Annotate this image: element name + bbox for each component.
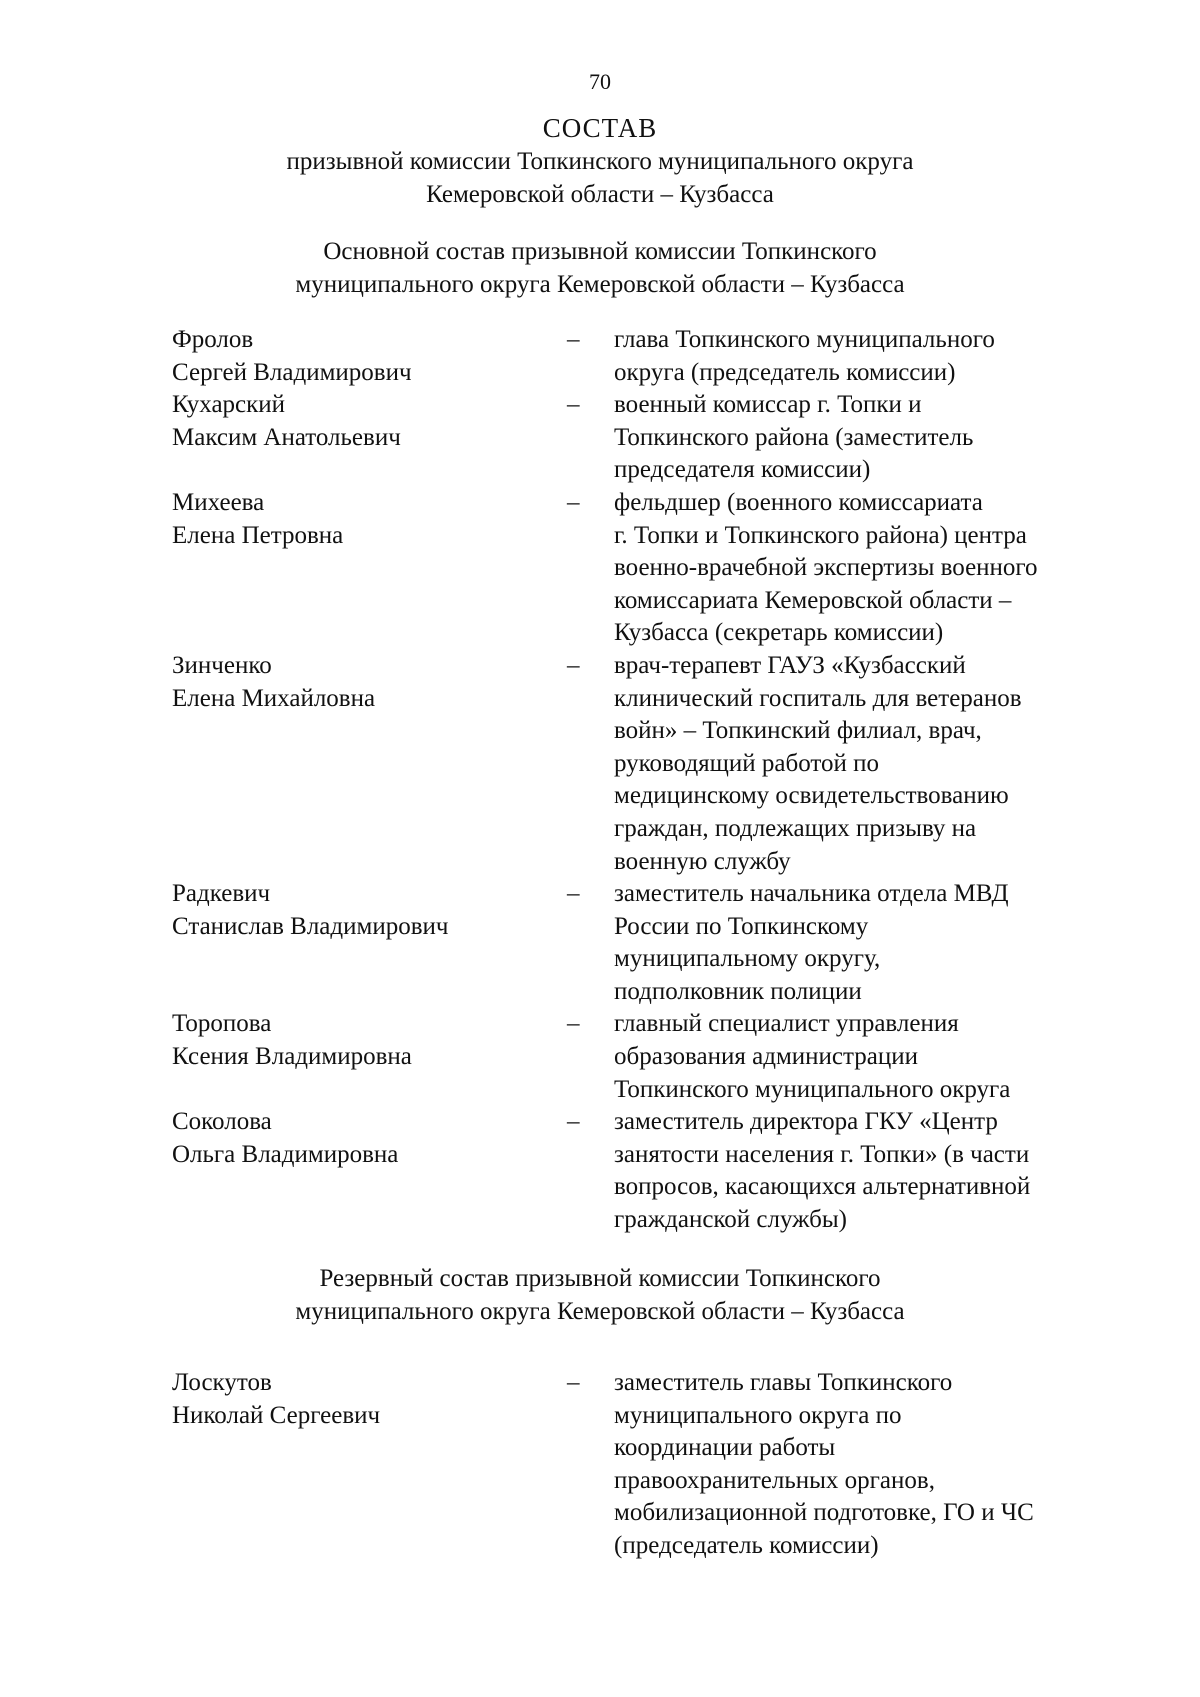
member-role-line: муниципального округа по: [614, 1401, 902, 1429]
member-row: [172, 1008, 1132, 1106]
member-name: [172, 1367, 567, 1432]
member-role: [614, 650, 1104, 878]
member-row: [172, 324, 1132, 389]
member-role-line: глава Топкинского муниципального: [614, 326, 995, 353]
member-role-line: правоохранительных органов,: [614, 1466, 935, 1494]
member-given-names: Максим Анатольевич: [172, 423, 401, 451]
main-heading-line-1: Основной состав призывной комиссии Топкинского: [323, 238, 877, 265]
reserve-section-heading: [0, 1262, 1200, 1328]
member-role-line: комиссариата Кемеровской области –: [614, 586, 1012, 614]
member-row: [172, 1106, 1132, 1236]
member-role-line: военный комиссар г. Топки и: [614, 391, 922, 419]
member-role-line: Кузбасса (секретарь комиссии): [614, 619, 944, 647]
member-dash: –: [567, 1369, 580, 1396]
member-surname: Радкевич: [172, 880, 271, 908]
member-role-line: заместитель директора ГКУ «Центр: [614, 1108, 998, 1136]
member-role-line: образования администрации: [614, 1043, 918, 1071]
member-role-line: Топкинского муниципального округа: [614, 1075, 1011, 1103]
member-dash: –: [567, 326, 580, 353]
member-dash: –: [567, 880, 580, 908]
member-role-line: фельдшер (военного комиссариата: [614, 488, 983, 516]
member-role: [614, 878, 1104, 1008]
member-name: [172, 878, 567, 943]
member-role: [614, 1008, 1104, 1106]
member-role-line: округа (председатель комиссии): [614, 358, 956, 386]
reserve-heading-line-2: муниципального округа Кемеровской области – Кузбасса: [295, 1298, 905, 1325]
document-title: [0, 112, 1200, 211]
member-dash: –: [567, 1010, 580, 1038]
reserve-members-list: [172, 1367, 1132, 1563]
member-name: [172, 389, 567, 454]
member-role-line: заместитель начальника отдела МВД: [614, 880, 1009, 908]
member-name: [172, 650, 567, 715]
member-role-line: координации работы: [614, 1434, 836, 1462]
member-role-line: войн» – Топкинский филиал, врач,: [614, 717, 982, 745]
member-row: [172, 650, 1132, 878]
member-role-line: (председатель комиссии): [614, 1531, 879, 1559]
member-role-line: председателя комиссии): [614, 456, 871, 484]
member-given-names: Сергей Владимирович: [172, 358, 412, 386]
member-row: [172, 389, 1132, 487]
member-role-line: главный специалист управления: [614, 1010, 959, 1038]
main-heading-line-2: муниципального округа Кемеровской области – Кузбасса: [295, 271, 905, 298]
member-name: [172, 324, 567, 389]
member-given-names: Станислав Владимирович: [172, 912, 449, 940]
member-role-line: Топкинского района (заместитель: [614, 423, 974, 451]
member-row: [172, 487, 1132, 650]
member-given-names: Ольга Владимировна: [172, 1140, 399, 1168]
member-surname: Зинченко: [172, 651, 272, 679]
member-role: [614, 487, 1104, 650]
member-role: [614, 324, 1104, 389]
member-name: [172, 1106, 567, 1171]
member-dash: –: [567, 1108, 580, 1136]
member-role-line: муниципальному округу,: [614, 945, 881, 973]
member-surname: Торопова: [172, 1010, 272, 1038]
member-role-line: руководящий работой по: [614, 749, 880, 777]
main-section-heading: [0, 235, 1200, 301]
member-name: [172, 1008, 567, 1073]
title-line-3: Кемеровской области – Кузбасса: [426, 181, 774, 208]
member-role: [614, 389, 1104, 487]
member-role-line: военно-врачебной экспертизы военного: [614, 554, 1038, 582]
member-role-line: медицинскому освидетельствованию: [614, 782, 1009, 810]
member-dash: –: [567, 391, 580, 419]
member-dash: –: [567, 488, 580, 516]
member-role-line: заместитель главы Топкинского: [614, 1369, 953, 1396]
main-members-list: [172, 324, 1132, 1237]
member-role-line: России по Топкинскому: [614, 912, 869, 940]
member-role-line: гражданской службы): [614, 1206, 847, 1234]
member-role-line: вопросов, касающихся альтернативной: [614, 1173, 1031, 1201]
member-role: [614, 1367, 1104, 1563]
member-given-names: Елена Михайловна: [172, 684, 376, 712]
reserve-heading-line-1: Резервный состав призывной комиссии Топкинского: [319, 1265, 881, 1292]
member-role-line: занятости населения г. Топки» (в части: [614, 1140, 1030, 1168]
page-number: 70: [589, 69, 611, 94]
title-line-2: призывной комиссии Топкинского муниципального округа: [286, 148, 914, 175]
member-role-line: граждан, подлежащих призыву на: [614, 814, 977, 842]
title-line-1: СОСТАВ: [542, 113, 658, 143]
member-role-line: г. Топки и Топкинского района) центра: [614, 521, 1027, 549]
member-role-line: подполковник полиции: [614, 977, 862, 1005]
member-role-line: мобилизационной подготовке, ГО и ЧС: [614, 1499, 1034, 1527]
member-role-line: врач-терапевт ГАУЗ «Кузбасский: [614, 651, 966, 679]
member-role-line: клинический госпиталь для ветеранов: [614, 684, 1022, 712]
member-name: [172, 487, 567, 552]
member-role: [614, 1106, 1104, 1236]
member-surname: Соколова: [172, 1108, 272, 1136]
member-role-line: военную службу: [614, 847, 791, 875]
member-given-names: Ксения Владимировна: [172, 1043, 412, 1071]
member-surname: Кухарский: [172, 391, 286, 419]
member-dash: –: [567, 651, 580, 679]
member-surname: Михеева: [172, 488, 265, 516]
member-row: [172, 878, 1132, 1008]
member-given-names: Николай Сергеевич: [172, 1401, 381, 1429]
member-row: [172, 1367, 1132, 1563]
member-given-names: Елена Петровна: [172, 521, 344, 549]
member-surname: Лоскутов: [172, 1369, 272, 1396]
member-surname: Фролов: [172, 326, 254, 353]
